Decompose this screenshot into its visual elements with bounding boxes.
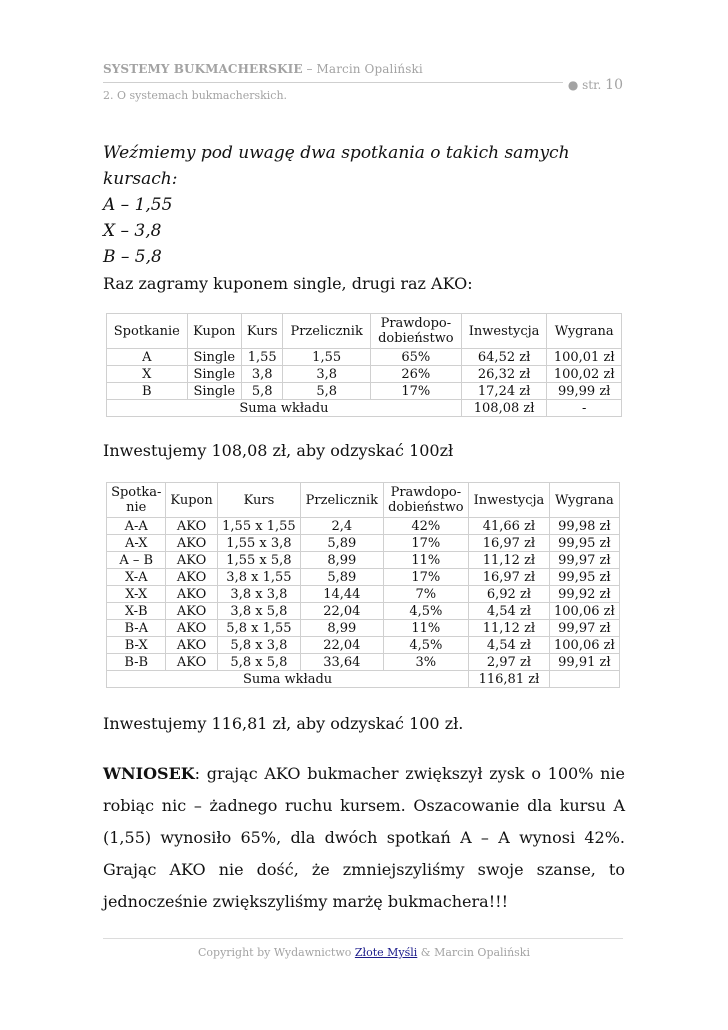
table-cell: 33,64 (301, 654, 383, 671)
column-header: Wygrana (547, 314, 622, 349)
table-row (107, 620, 620, 637)
table-row (107, 569, 620, 586)
sum-row (107, 671, 620, 688)
table-cell: 42% (383, 518, 469, 535)
table-cell: 22,04 (301, 603, 383, 620)
column-header: Przelicznik (283, 314, 370, 349)
table-cell: 1,55 x 1,55 (217, 518, 301, 535)
table-cell: A-A (107, 518, 166, 535)
table-cell: 11% (383, 620, 469, 637)
table-row (107, 366, 622, 383)
column-header: Kurs (217, 483, 301, 518)
table-cell: 2,4 (301, 518, 383, 535)
table-cell: 100,01 zł (547, 349, 622, 366)
table-cell: A – B (107, 552, 166, 569)
table-cell: 5,8 (283, 383, 370, 400)
sum-win: - (547, 400, 622, 417)
publisher-link[interactable]: Złote Myśli (354, 946, 418, 959)
sum-win (549, 671, 619, 688)
table-cell: AKO (166, 637, 217, 654)
table-cell: 14,44 (301, 586, 383, 603)
header-author: Marcin Opaliński (316, 62, 423, 76)
table-cell: 99,95 zł (549, 535, 619, 552)
table-cell: 3,8 x 3,8 (217, 586, 301, 603)
table-cell: X-B (107, 603, 166, 620)
table-cell: 41,66 zł (469, 518, 550, 535)
table-cell: 1,55 x 5,8 (217, 552, 301, 569)
table-cell: X (107, 366, 188, 383)
table-cell: 5,8 x 3,8 (217, 637, 301, 654)
column-header: Prawdopo- dobieństwo (370, 314, 461, 349)
table-cell: 8,99 (301, 552, 383, 569)
table1-header-row (107, 314, 622, 349)
table-cell: AKO (166, 535, 217, 552)
footer-prefix: Copyright by Wydawnictwo (197, 946, 355, 959)
table-cell: 26% (370, 366, 461, 383)
page-footer (0, 946, 728, 959)
single-bets-table (106, 313, 622, 417)
column-header: Kupon (166, 483, 217, 518)
footer-suffix: & Marcin Opaliński (417, 946, 530, 959)
conclusion-text: : grając AKO bukmacher zwiększył zysk o 100% nie robiąc nic – żadnego ruchu kursem. Oszacowanie dla kursu A (1,55) wynosiło 65%, dla dwóch spotkań A – A wynosi 42%. Grając AKO nie dość, że zmniejszyliśmy swoje szanse, to jednocześnie zwiększyliśmy marżę bukmachera!!! (103, 764, 625, 911)
table-cell: 99,99 zł (547, 383, 622, 400)
table-row (107, 586, 620, 603)
conclusion-paragraph (103, 758, 625, 918)
table-cell: 3,8 (241, 366, 283, 383)
sum-label: Suma wkładu (107, 671, 469, 688)
table-cell: X-A (107, 569, 166, 586)
table-cell: 99,97 zł (549, 552, 619, 569)
table-cell: 99,98 zł (549, 518, 619, 535)
intro-lead: Weźmiemy pod uwagę dwa spotkania o takich samych kursach: (103, 143, 570, 189)
table-cell: Single (187, 349, 241, 366)
table-cell: 1,55 (283, 349, 370, 366)
table-cell: 16,97 zł (469, 535, 550, 552)
table-cell: 1,55 (241, 349, 283, 366)
table-cell: B-B (107, 654, 166, 671)
table-cell: 100,06 zł (549, 637, 619, 654)
page-header (103, 62, 623, 108)
column-header: Inwestycja (461, 314, 547, 349)
after-table2: Inwestujemy 116,81 zł, aby odzyskać 100 zł. (103, 714, 464, 733)
column-header: Spotka- nie (107, 483, 166, 518)
odds-b: B – 5,8 (103, 247, 162, 267)
table-row (107, 637, 620, 654)
conclusion-label: WNIOSEK (103, 764, 195, 783)
table-row (107, 603, 620, 620)
table-cell: A-X (107, 535, 166, 552)
table-cell: B (107, 383, 188, 400)
ako-bets-table (106, 482, 620, 688)
column-header: Kupon (187, 314, 241, 349)
header-book-title: SYSTEMY BUKMACHERSKIE (103, 62, 303, 76)
table-row (107, 535, 620, 552)
header-dash: – (302, 62, 317, 76)
header-title-line (103, 62, 623, 76)
header-rule (103, 82, 563, 83)
odds-a: A – 1,55 (103, 195, 173, 215)
table-cell: 22,04 (301, 637, 383, 654)
sum-value: 116,81 zł (469, 671, 550, 688)
column-header: Spotkanie (107, 314, 188, 349)
sum-label: Suma wkładu (107, 400, 462, 417)
table-cell: 100,02 zł (547, 366, 622, 383)
page-number-value: 10 (605, 77, 623, 93)
table-cell: 17% (383, 535, 469, 552)
table-cell: AKO (166, 654, 217, 671)
intro-block (103, 140, 623, 270)
table-cell: 99,92 zł (549, 586, 619, 603)
table-cell: 17% (383, 569, 469, 586)
page-number (568, 77, 623, 93)
sum-value: 108,08 zł (461, 400, 547, 417)
table-cell: 2,97 zł (469, 654, 550, 671)
table-row (107, 383, 622, 400)
table-row (107, 518, 620, 535)
table-cell: AKO (166, 586, 217, 603)
table-row (107, 349, 622, 366)
table-cell: AKO (166, 620, 217, 637)
table-cell: 1,55 x 3,8 (217, 535, 301, 552)
table-cell: 7% (383, 586, 469, 603)
table-cell: AKO (166, 518, 217, 535)
odds-x: X – 3,8 (103, 221, 162, 241)
table-cell: 26,32 zł (461, 366, 547, 383)
table-cell: AKO (166, 603, 217, 620)
table-cell: 4,5% (383, 637, 469, 654)
table-cell: 65% (370, 349, 461, 366)
table-cell: B-A (107, 620, 166, 637)
table-cell: 6,92 zł (469, 586, 550, 603)
table-cell: AKO (166, 569, 217, 586)
table2-header-row (107, 483, 620, 518)
table-cell: B-X (107, 637, 166, 654)
table-cell: X-X (107, 586, 166, 603)
column-header: Prawdopo- dobieństwo (383, 483, 469, 518)
table-cell: 5,89 (301, 535, 383, 552)
column-header: Kurs (241, 314, 283, 349)
table-cell: 5,8 (241, 383, 283, 400)
sum-row (107, 400, 622, 417)
after-table1: Inwestujemy 108,08 zł, aby odzyskać 100zł (103, 441, 454, 460)
table-cell: 99,91 zł (549, 654, 619, 671)
table-cell: 17% (370, 383, 461, 400)
table-cell: 4,54 zł (469, 637, 550, 654)
table-cell: 100,06 zł (549, 603, 619, 620)
table-cell: 16,97 zł (469, 569, 550, 586)
column-header: Przelicznik (301, 483, 383, 518)
table-cell: 3,8 (283, 366, 370, 383)
table-row (107, 552, 620, 569)
footer-rule (103, 938, 623, 939)
column-header: Inwestycja (469, 483, 550, 518)
table-cell: 5,8 x 1,55 (217, 620, 301, 637)
table-cell: A (107, 349, 188, 366)
table-cell: 99,95 zł (549, 569, 619, 586)
table-cell: 64,52 zł (461, 349, 547, 366)
table-cell: 17,24 zł (461, 383, 547, 400)
table-cell: 11,12 zł (469, 552, 550, 569)
table-cell: 5,8 x 5,8 (217, 654, 301, 671)
column-header: Wygrana (549, 483, 619, 518)
table-cell: 11,12 zł (469, 620, 550, 637)
table-cell: 5,89 (301, 569, 383, 586)
table-cell: Single (187, 366, 241, 383)
table-cell: 3% (383, 654, 469, 671)
table-cell: 3,8 x 1,55 (217, 569, 301, 586)
table-cell: 4,5% (383, 603, 469, 620)
table-cell: 8,99 (301, 620, 383, 637)
table-cell: 3,8 x 5,8 (217, 603, 301, 620)
table-row (107, 654, 620, 671)
header-section: 2. O systemach bukmacherskich. (103, 89, 288, 102)
table-cell: 11% (383, 552, 469, 569)
single-intro: Raz zagramy kuponem single, drugi raz AKO: (103, 274, 473, 293)
page-prefix: ● str. (567, 78, 602, 92)
table-cell: 4,54 zł (469, 603, 550, 620)
table-cell: 99,97 zł (549, 620, 619, 637)
table-cell: AKO (166, 552, 217, 569)
table-cell: Single (187, 383, 241, 400)
